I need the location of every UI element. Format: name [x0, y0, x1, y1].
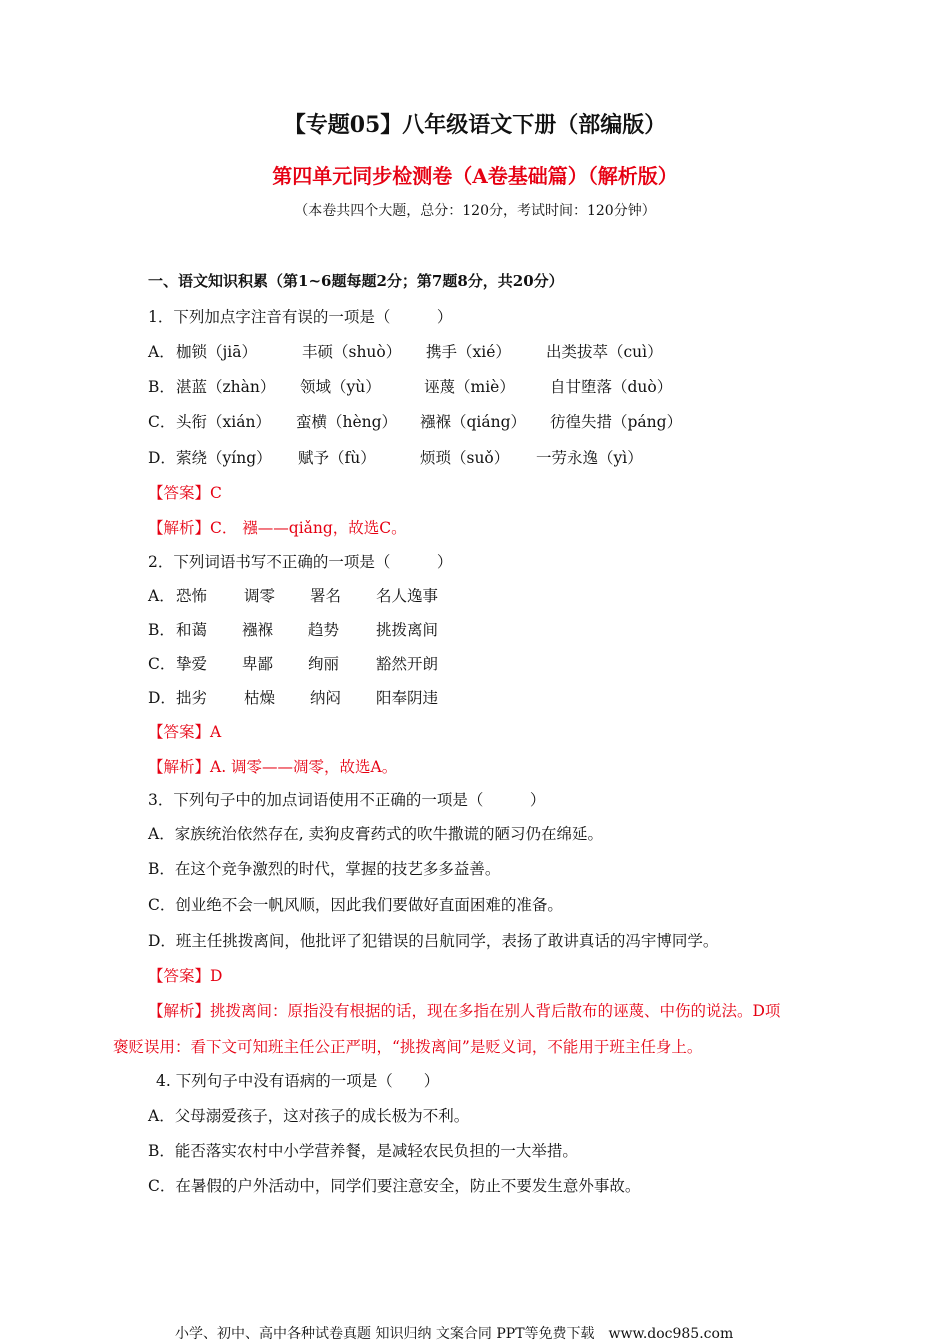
- option-label: D．: [148, 449, 176, 467]
- option-item: 豁然开朗: [376, 655, 439, 673]
- option-item: 卑鄙: [242, 655, 274, 673]
- option-item: 趋势: [308, 621, 340, 639]
- q1-option-d: [148, 446, 748, 470]
- q2-option-b: [148, 618, 748, 642]
- option-item: 诬蔑（miè）: [424, 378, 515, 396]
- q3-analysis-line2: 褒贬误用：看下文可知班主任公正严明，“挑拨离间”是贬义词，不能用于班主任身上。: [113, 1038, 703, 1056]
- option-item: 出类拔萃（cuì）: [546, 343, 663, 361]
- option-item: 调零: [244, 587, 276, 605]
- option-item: 和蔼: [176, 621, 208, 639]
- option-item: 一劳永逸（yì）: [536, 449, 643, 467]
- q2-option-c: [148, 652, 748, 676]
- option-item: 湛蓝（zhàn）: [176, 378, 276, 396]
- option-label: A．: [148, 587, 175, 605]
- q4-option-a: A．父母溺爱孩子，这对孩子的成长极为不利。: [148, 1107, 470, 1125]
- option-item: 襁褓: [242, 621, 274, 639]
- q3-answer: 【答案】D: [148, 967, 223, 985]
- q1-option-c: [148, 410, 748, 434]
- option-item: 拙劣: [176, 689, 208, 707]
- q2-option-d: [148, 686, 748, 710]
- option-label: D．: [148, 689, 176, 707]
- option-item: 阳奉阴违: [376, 689, 439, 707]
- option-item: 纳闷: [310, 689, 342, 707]
- q3-option-d: D．班主任挑拨离间，他批评了犯错误的吕航同学，表扬了敢讲真话的冯宇博同学。: [148, 932, 719, 950]
- option-item: 蛮横（hèng）: [296, 413, 398, 431]
- option-item: 萦绕（yíng）: [176, 449, 272, 467]
- option-item: 头衔（xián）: [176, 413, 271, 431]
- option-item: 名人逸事: [376, 587, 439, 605]
- exam-note: （本卷共四个大题，总分：120分，考试时间：120分钟）: [294, 203, 656, 219]
- option-label: C．: [148, 413, 176, 431]
- q3-option-b: B．在这个竞争激烈的时代，掌握的技艺多多益善。: [148, 860, 501, 878]
- option-label: C．: [148, 655, 176, 673]
- q3-analysis-line1: 【解析】挑拨离间：原指没有根据的话，现在多指在别人背后散布的诬蔑、中伤的说法。D项: [148, 1002, 781, 1020]
- option-item: 烦琐（suǒ）: [420, 449, 510, 467]
- option-label: A．: [148, 343, 175, 361]
- q3-option-a: A．家族统治依然存在, 卖狗皮膏药式的吹牛撒谎的陋习仍在绵延。: [148, 825, 604, 843]
- footer-text: 小学、初中、高中各种试卷真题 知识归纳 文案合同 PPT等免费下载 www.doc985.com: [175, 1326, 734, 1342]
- option-item: 携手（xié）: [426, 343, 511, 361]
- option-item: 襁褓（qiáng）: [420, 413, 527, 431]
- option-item: 署名: [310, 587, 342, 605]
- q4-option-b: B．能否落实农村中小学营养餐，是减轻农民负担的一大举措。: [148, 1142, 578, 1160]
- option-item: 彷徨失措（páng）: [550, 413, 683, 431]
- q2-analysis: 【解析】A. 调零——凋零，故选A。: [148, 758, 398, 776]
- question-2-stem: 2．下列词语书写不正确的一项是（ ）: [148, 553, 453, 571]
- q3-option-c: C．创业绝不会一帆风顺，因此我们要做好直面困难的准备。: [148, 896, 563, 914]
- page-subtitle: 第四单元同步检测卷（A卷基础篇）（解析版）: [272, 164, 678, 188]
- option-item: 枯燥: [244, 689, 276, 707]
- option-item: 丰硕（shuò）: [302, 343, 402, 361]
- q1-answer: 【答案】C: [148, 484, 222, 502]
- q4-option-c: C．在暑假的户外活动中，同学们要注意安全，防止不要发生意外事故。: [148, 1177, 641, 1195]
- option-item: 枷锁（jiā）: [176, 343, 258, 361]
- option-item: 恐怖: [176, 587, 208, 605]
- q1-analysis: 【解析】C． 襁——qiǎng，故选C。: [148, 519, 407, 537]
- q2-answer: 【答案】A: [148, 723, 222, 741]
- option-item: 领域（yù）: [300, 378, 381, 396]
- option-item: 挑拨离间: [376, 621, 439, 639]
- question-1-stem: 1．下列加点字注音有误的一项是（ ）: [148, 308, 453, 326]
- option-label: B．: [148, 378, 175, 396]
- question-3-stem: 3．下列句子中的加点词语使用不正确的一项是（ ）: [148, 791, 546, 809]
- option-label: B．: [148, 621, 175, 639]
- section-heading: 一、语文知识积累（第1~6题每题2分；第7题8分，共20分）: [148, 272, 564, 290]
- page-title: 【专题05】八年级语文下册（部编版）: [283, 112, 667, 138]
- option-item: 挚爱: [176, 655, 208, 673]
- q1-option-b: [148, 375, 748, 399]
- option-item: 赋予（fù）: [298, 449, 376, 467]
- option-item: 自甘堕落（duò）: [550, 378, 673, 396]
- option-item: 绚丽: [308, 655, 340, 673]
- q1-option-a: [148, 340, 748, 364]
- question-4-stem: 4. 下列句子中没有语病的一项是（ ）: [156, 1072, 440, 1090]
- q2-option-a: [148, 584, 748, 608]
